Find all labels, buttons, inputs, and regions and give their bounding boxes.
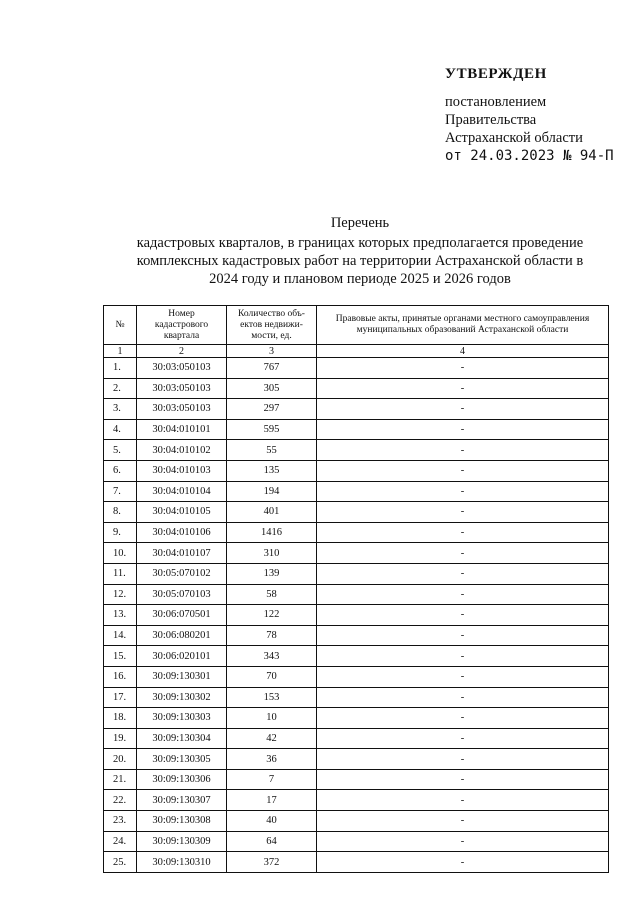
table-row <box>104 419 609 440</box>
object-count-cell: 297 <box>227 399 317 420</box>
row-number-cell: 14. <box>104 625 137 646</box>
object-count-cell: 135 <box>227 460 317 481</box>
header-text-line: мости, ед. <box>251 330 292 341</box>
object-count-cell: 17 <box>227 790 317 811</box>
object-count-cell: 58 <box>227 584 317 605</box>
quarter-number-cell: 30:03:050103 <box>137 399 227 420</box>
quarter-number-cell: 30:09:130301 <box>137 666 227 687</box>
row-number-cell: 20. <box>104 749 137 770</box>
object-count-cell: 139 <box>227 563 317 584</box>
title-line-2: кадастровых кварталов, в границах которых предполагается проведение <box>136 235 584 251</box>
row-number-cell: 13. <box>104 605 137 626</box>
quarter-number-cell: 30:04:010102 <box>137 440 227 461</box>
object-count-cell: 40 <box>227 811 317 832</box>
quarter-number-cell: 30:04:010101 <box>137 419 227 440</box>
row-number-cell: 4. <box>104 419 137 440</box>
object-count-cell: 42 <box>227 728 317 749</box>
cadastral-quarters-table <box>103 305 609 873</box>
table-row <box>104 831 609 852</box>
table-row <box>104 522 609 543</box>
table-header-row <box>104 306 609 345</box>
legal-acts-cell: - <box>317 440 609 461</box>
object-count-cell: 153 <box>227 687 317 708</box>
row-number-cell: 16. <box>104 666 137 687</box>
row-number-cell: 3. <box>104 399 137 420</box>
object-count-cell: 310 <box>227 543 317 564</box>
legal-acts-cell: - <box>317 646 609 667</box>
header-text-line: Правовые акты, принятые органами местного самоуправления <box>335 314 590 324</box>
table-row <box>104 605 609 626</box>
legal-acts-cell: - <box>317 708 609 729</box>
legal-acts-cell: - <box>317 481 609 502</box>
object-count-cell: 55 <box>227 440 317 461</box>
row-number-cell: 10. <box>104 543 137 564</box>
table-row <box>104 625 609 646</box>
quarter-number-cell: 30:03:050103 <box>137 358 227 379</box>
legal-acts-cell: - <box>317 625 609 646</box>
approval-line-3: Астраханской области <box>445 130 583 146</box>
legal-acts-cell: - <box>317 749 609 770</box>
table-row <box>104 769 609 790</box>
table-row <box>104 708 609 729</box>
legal-acts-cell: - <box>317 831 609 852</box>
header-text-line: кадастрового <box>154 319 209 330</box>
quarter-number-cell: 30:04:010106 <box>137 522 227 543</box>
row-number-cell: 15. <box>104 646 137 667</box>
row-number-cell: 22. <box>104 790 137 811</box>
quarter-number-cell: 30:09:130308 <box>137 811 227 832</box>
header-text-line: муниципальных образований Астраханской области <box>356 325 569 335</box>
legal-acts-cell: - <box>317 399 609 420</box>
row-number-cell: 18. <box>104 708 137 729</box>
quarter-number-cell: 30:09:130306 <box>137 769 227 790</box>
row-number-cell: 17. <box>104 687 137 708</box>
legal-acts-cell: - <box>317 543 609 564</box>
quarter-number-cell: 30:04:010107 <box>137 543 227 564</box>
table-row <box>104 502 609 523</box>
row-number-cell: 19. <box>104 728 137 749</box>
object-count-cell: 1416 <box>227 522 317 543</box>
object-count-cell: 372 <box>227 852 317 873</box>
object-count-cell: 767 <box>227 358 317 379</box>
table-row <box>104 440 609 461</box>
table-row <box>104 749 609 770</box>
title-line-3: комплексных кадастровых работ на территории Астраханской области в <box>136 253 584 269</box>
legal-acts-cell: - <box>317 605 609 626</box>
table-row <box>104 811 609 832</box>
object-count-cell: 10 <box>227 708 317 729</box>
row-number-cell: 21. <box>104 769 137 790</box>
legal-acts-cell: - <box>317 522 609 543</box>
column-number: 4 <box>317 345 609 358</box>
approval-date-number: от 24.03.2023 № 94-П <box>445 148 614 164</box>
header-count <box>227 306 317 345</box>
object-count-cell: 194 <box>227 481 317 502</box>
object-count-cell: 36 <box>227 749 317 770</box>
header-quarter <box>137 306 227 345</box>
row-number-cell: 24. <box>104 831 137 852</box>
quarter-number-cell: 30:03:050103 <box>137 378 227 399</box>
row-number-cell: 6. <box>104 460 137 481</box>
header-number <box>104 306 137 345</box>
table-row <box>104 460 609 481</box>
column-number: 1 <box>104 345 137 358</box>
column-number: 3 <box>227 345 317 358</box>
table-row <box>104 358 609 379</box>
legal-acts-cell: - <box>317 790 609 811</box>
title-line-1: Перечень <box>330 215 390 231</box>
legal-acts-cell: - <box>317 563 609 584</box>
quarter-number-cell: 30:09:130304 <box>137 728 227 749</box>
quarter-number-cell: 30:05:070102 <box>137 563 227 584</box>
row-number-cell: 1. <box>104 358 137 379</box>
row-number-cell: 8. <box>104 502 137 523</box>
legal-acts-cell: - <box>317 811 609 832</box>
legal-acts-cell: - <box>317 769 609 790</box>
object-count-cell: 595 <box>227 419 317 440</box>
header-acts <box>317 306 609 345</box>
row-number-cell: 25. <box>104 852 137 873</box>
document-title <box>112 214 608 288</box>
approval-heading: УТВЕРЖДЕН <box>445 66 547 82</box>
row-number-cell: 23. <box>104 811 137 832</box>
table-row <box>104 852 609 873</box>
object-count-cell: 7 <box>227 769 317 790</box>
quarter-number-cell: 30:09:130310 <box>137 852 227 873</box>
legal-acts-cell: - <box>317 358 609 379</box>
table-row <box>104 399 609 420</box>
object-count-cell: 343 <box>227 646 317 667</box>
quarter-number-cell: 30:09:130303 <box>137 708 227 729</box>
header-text-line: ектов недвижи- <box>240 319 303 330</box>
header-text-line: № <box>115 319 125 330</box>
approval-line-2: Правительства <box>445 112 537 128</box>
table-row <box>104 563 609 584</box>
legal-acts-cell: - <box>317 419 609 440</box>
table-row <box>104 543 609 564</box>
object-count-cell: 122 <box>227 605 317 626</box>
legal-acts-cell: - <box>317 687 609 708</box>
legal-acts-cell: - <box>317 728 609 749</box>
quarter-number-cell: 30:06:070501 <box>137 605 227 626</box>
quarter-number-cell: 30:04:010103 <box>137 460 227 481</box>
quarter-number-cell: 30:05:070103 <box>137 584 227 605</box>
legal-acts-cell: - <box>317 502 609 523</box>
row-number-cell: 7. <box>104 481 137 502</box>
legal-acts-cell: - <box>317 852 609 873</box>
quarter-number-cell: 30:09:130309 <box>137 831 227 852</box>
row-number-cell: 12. <box>104 584 137 605</box>
table-row <box>104 584 609 605</box>
quarter-number-cell: 30:09:130302 <box>137 687 227 708</box>
row-number-cell: 11. <box>104 563 137 584</box>
object-count-cell: 70 <box>227 666 317 687</box>
table-row <box>104 728 609 749</box>
legal-acts-cell: - <box>317 584 609 605</box>
column-numbers-row <box>104 345 609 358</box>
object-count-cell: 305 <box>227 378 317 399</box>
legal-acts-cell: - <box>317 460 609 481</box>
quarter-number-cell: 30:06:020101 <box>137 646 227 667</box>
object-count-cell: 78 <box>227 625 317 646</box>
header-text-line: квартала <box>163 330 200 341</box>
object-count-cell: 64 <box>227 831 317 852</box>
header-text-line: Номер <box>168 308 195 319</box>
table-row <box>104 687 609 708</box>
title-line-4: 2024 году и плановом периоде 2025 и 2026 годов <box>209 271 511 287</box>
table-row <box>104 666 609 687</box>
column-number: 2 <box>137 345 227 358</box>
row-number-cell: 9. <box>104 522 137 543</box>
legal-acts-cell: - <box>317 378 609 399</box>
object-count-cell: 401 <box>227 502 317 523</box>
quarter-number-cell: 30:04:010105 <box>137 502 227 523</box>
quarter-number-cell: 30:04:010104 <box>137 481 227 502</box>
table-row <box>104 481 609 502</box>
table-row <box>104 790 609 811</box>
row-number-cell: 2. <box>104 378 137 399</box>
approval-block <box>445 66 635 165</box>
table-row <box>104 378 609 399</box>
approval-line-1: постановлением <box>445 94 547 110</box>
quarter-number-cell: 30:06:080201 <box>137 625 227 646</box>
header-text-line: Количество объ- <box>238 308 305 319</box>
quarter-number-cell: 30:09:130307 <box>137 790 227 811</box>
table-row <box>104 646 609 667</box>
quarter-number-cell: 30:09:130305 <box>137 749 227 770</box>
row-number-cell: 5. <box>104 440 137 461</box>
legal-acts-cell: - <box>317 666 609 687</box>
